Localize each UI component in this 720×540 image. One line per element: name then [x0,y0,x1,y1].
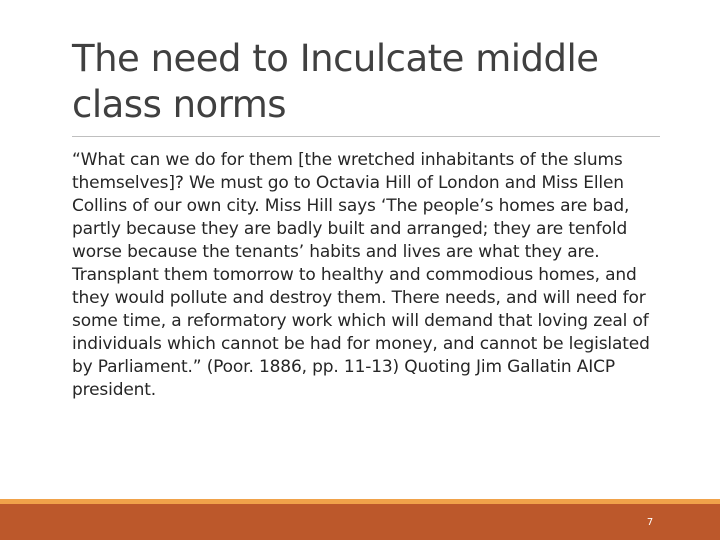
slide-title: The need to Inculcate middle class norms [72,37,599,126]
title-divider [72,136,660,137]
slide-number: 7 [646,517,654,528]
quote-body: “What can we do for them [the wretched inhabitants of the slums themselves]? We must go to Octavia Hill of London and Miss Ellen Collins of our own city. Miss Hill says ‘The people’s homes are bad, partly because they are badly built and arranged; they are tenfold worse because the tenants’ habits and lives are what they are. Transplant them tomorrow to healthy and commodious homes, and they would pollute and destroy them. There needs, and will need for some time, a reformatory work which will demand that loving zeal of individuals which cannot be had for money, and cannot be legislated by Parliament.” (Poor. 1886, pp. 11-13) Quoting Jim Gallatin AICP president. [72,150,650,400]
footer-bar [0,504,720,540]
